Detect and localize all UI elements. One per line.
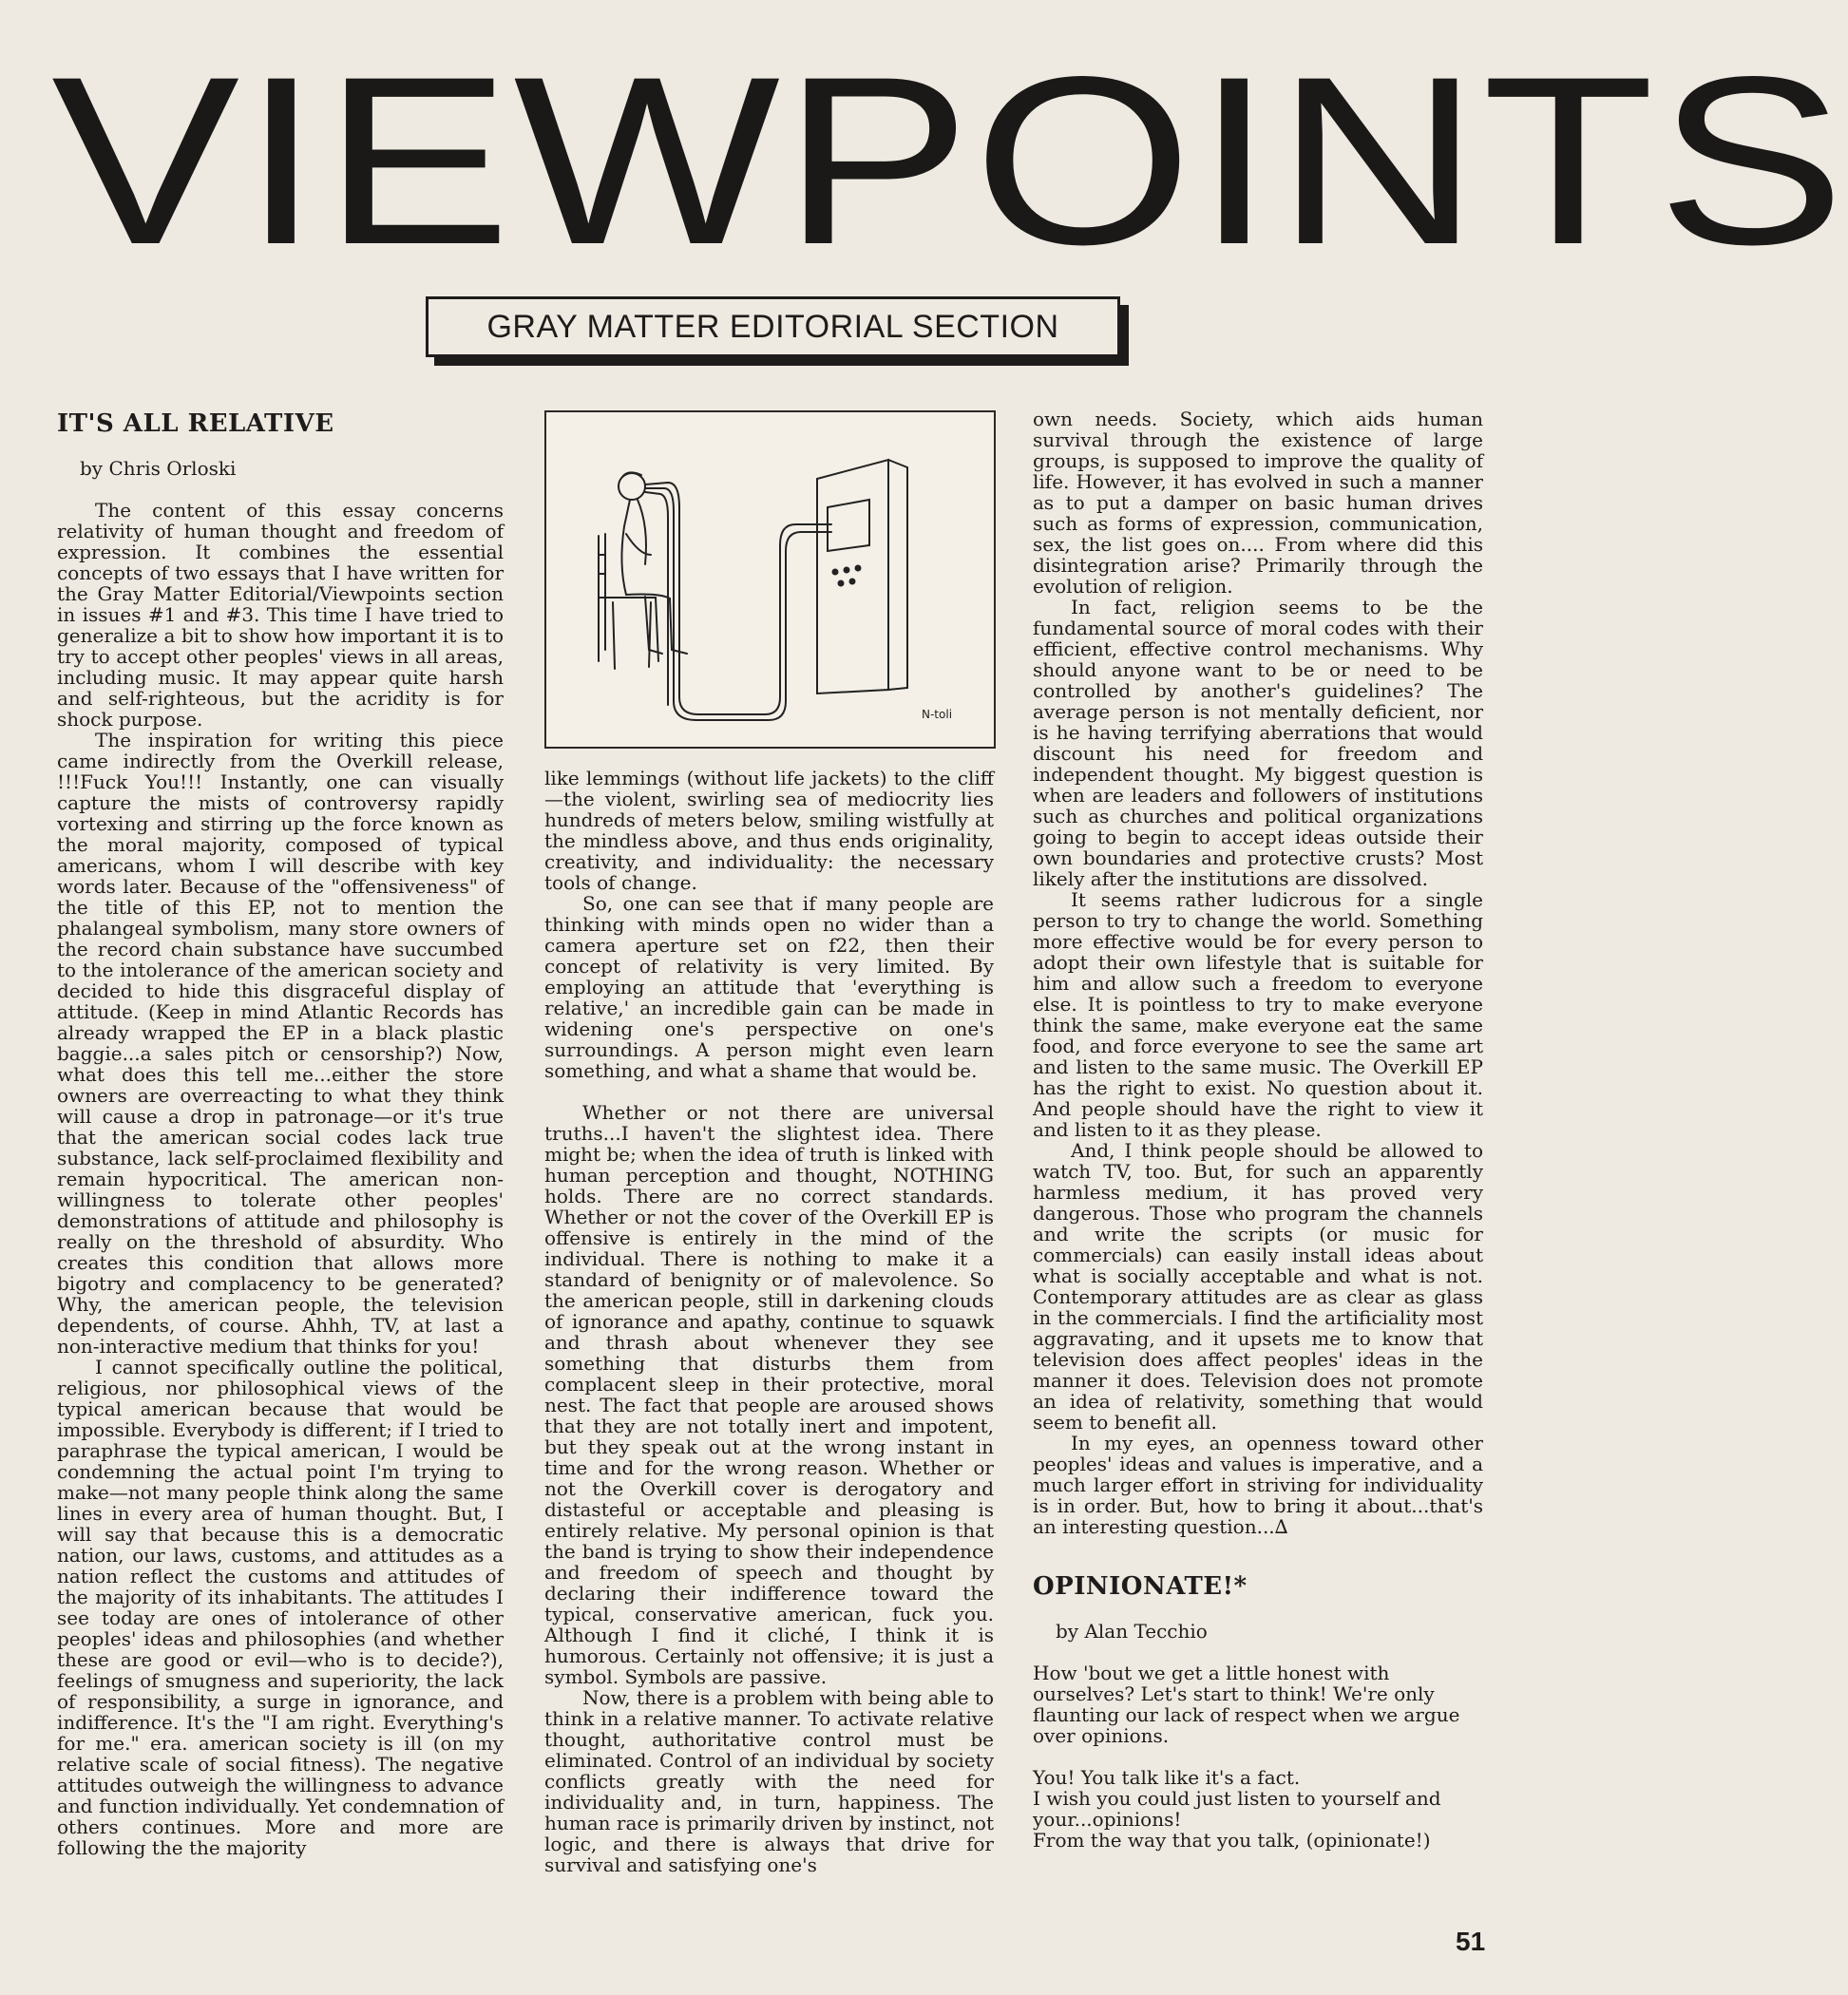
column-1 — [57, 408, 504, 1858]
paragraph: So, one can see that if many people are thinking with minds open no wider than a camera aperture set on f22, then their concept of relativity is very limited. By employing an attitude that 'everything is relative,' an incredible gain can be made in widening one's perspective on one's surroundings. A person might even learn something, and what a shame that would be. — [544, 892, 994, 1082]
masthead-title: VIEWPOINTS — [51, 28, 1848, 294]
article-title: IT'S ALL RELATIVE — [57, 409, 334, 438]
article-2-byline: by Alan Tecchio — [1056, 1620, 1208, 1643]
paragraph: Whether or not there are universal truths...I haven't the slightest idea. There might be; when the idea of truth is linked with human perception and thought, NOTHING holds. There are no correct standards. Whether or not the cover of the Overkill EP is offensive is entirely in the mind of the individual. There is nothing to make it a standard of benignity or of malevolence. So the american people, still in darkening clouds of ignorance and apathy, continue to squawk and thrash about whenever they see something that disturbs them from complacent sleep in their protective, moral nest. The fact that people are aroused shows that they are not totally inert and impotent, but they speak out at the wrong instant in time and for the wrong reason. Whether or not the Overkill cover is derogatory and distasteful or acceptable and pleasing is entirely relative. My personal opinion is that the band is trying to show their independence and freedom of speech and thought by declaring their indifference toward the typical, conservative american, fuck you. Although I find it cliché, I think it is humorous. Certainly not offensive; it is just a symbol. Symbols are passive. — [544, 1101, 994, 1688]
lyric-line: From the way that you talk, (opinionate!) — [1033, 1829, 1431, 1852]
article-2-body — [1033, 1662, 1483, 1851]
lyric-line: You! You talk like it's a fact. — [1033, 1766, 1301, 1789]
paragraph: Now, there is a problem with being able to think in a relative manner. To activate relative thought, authoritative control must be eliminated. Control of an individual by society conflicts greatly with the need for individuality and, in turn, happiness. The human race is primarily driven by instinct, not logic, and there is always that drive for survival and satisfying one's — [544, 1686, 994, 1876]
article-2-title: OPINIONATE!* — [1033, 1572, 1248, 1601]
page-number: 51 — [1456, 1927, 1486, 1956]
paragraph: In fact, religion seems to be the fundamental source of moral codes with their efficient, effective control mechanisms. Why should anyone want to be or need to be controlled by another's guidelines? The average person is not mentally deficient, nor is he having terrifying aberrations that would discount his need for freedom and independent thought. My biggest question is when are leaders and followers of institutions such as churches and political organizations going to begin to accept ideas outside their own boundaries and protective crusts? Most likely after the institutions are dissolved. — [1033, 596, 1483, 890]
section-label: GRAY MATTER EDITORIAL SECTION — [486, 308, 1059, 345]
tv-cartoon-drawing — [546, 412, 994, 747]
cartoon-signature: N-toli — [922, 708, 953, 721]
paragraph: And, I think people should be allowed to watch TV, too. But, for such an apparently harmless medium, it has proved very dangerous. Those who program the channels and write the scripts (or music for commercials) can easily install ideas about what is socially acceptable and what is not. Contemporary attitudes are as clear as glass in the commercials. I find the artificiality most aggravating, and it upsets me to know that television does affect peoples' ideas in the manner it does. Television does not promote an idea of relativity, something that would seem to benefit all. — [1033, 1139, 1483, 1434]
paragraph: It seems rather ludicrous for a single person to try to change the world. Something more effective would be for every person to adopt their own lifestyle that is suitable for him and allow such a freedom to everyone else. It is pointless to try to make everyone think the same, make everyone eat the same food, and force everyone to see the same art and listen to the same music. The Overkill EP has the right to exist. No question about it. And people should have the right to view it and listen to it as they please. — [1033, 888, 1483, 1141]
paragraph: own needs. Society, which aids human survival through the existence of large groups, is supposed to improve the quality of life. However, it has evolved in such a manner as to put a damper on basic human drives such as forms of expression, communication, sex, the list goes on.... From where did this disintegration arise? Primarily through the evolution of religion. — [1033, 408, 1483, 598]
paragraph: The content of this essay concerns relativity of human thought and freedom of expression. It combines the essential concepts of two essays that I have written for the Gray Matter Editorial/Viewpoints section in issues #1 and #3. This time I have tried to generalize a bit to show how important it is to try to accept other peoples' views in all areas, including music. It may appear quite harsh and self-righteous, but the acridity is for shock purpose. — [57, 499, 504, 731]
cartoon-illustration — [544, 410, 996, 749]
column-3 — [1033, 408, 1483, 1851]
paragraph: I cannot specifically outline the political, religious, nor philosophical views of the typical american because that would be impossible. Everybody is different; if I tried to paraphrase the typical american, I would be condemning the actual point I'm trying to make—not many people think along the same lines in every area of human thought. But, I will say that because this is a democratic nation, our laws, customs, and attitudes as a nation reflect the customs and attitudes of the majority of its inhabitants. The attitudes I see today are ones of intolerance of other peoples' ideas and philosophies (and whether these are good or evil—who is to decide?), feelings of smugness and superiority, the lack of responsibility, a surge in ignorance, and indifference. It's the "I am right. Everything's for me." era. american society is ill (on my relative scale of social fitness). The negative attitudes outweigh the willingness to advance and function individually. Yet condemnation of others continues. More and more are following the the majority — [57, 1356, 504, 1859]
lyric-line: I wish you could just listen to yourself and your...opinions! — [1033, 1787, 1441, 1831]
paragraph: The inspiration for writing this piece came indirectly from the Overkill release, !!!Fuck You!!! Instantly, one can visually capture the mists of controversy rapidly vortexing and stirring up the force known as the moral majority, composed of typical americans, whom I will describe with key words later. Because of the "offensiveness" of the title of this EP, not to mention the phalangeal symbolism, many store owners of the record chain substance have succumbed to the intolerance of the american society and decided to hide this disgraceful display of attitude. (Keep in mind Atlantic Records has already wrapped the EP in a black plastic baggie...a sales pitch or censorship?) Now, what does this tell me...either the store owners are overreacting to what they think will cause a drop in patronage—or it's true that the american social codes lack true substance, lack self-proclaimed flexibility and remain hypocritical. The american non-willingness to tolerate other peoples' demonstrations of attitude and philosophy is really on the threshold of absurdity. Who creates this condition that allows more bigotry and complacency to be generated? Why, the american people, the television dependents, of course. Ahhh, TV, at last a non-interactive medium that thinks for you! — [57, 729, 504, 1358]
column-2 — [544, 768, 994, 1875]
article-byline: by Chris Orloski — [80, 457, 237, 480]
paragraph: In my eyes, an openness toward other peoples' ideas and values is imperative, and a much larger effort in striving for individuality is in order. But, how to bring it about...that's an interesting question...∆ — [1033, 1432, 1483, 1538]
paragraph: How 'bout we get a little honest with ourselves? Let's start to think! We're only flaunting our lack of respect when we argue over opinions. — [1033, 1662, 1460, 1747]
paragraph: like lemmings (without life jackets) to the cliff—the violent, swirling sea of mediocrity lies hundreds of meters below, smiling wistfully at the mindless above, and thus ends originality, creativity, and individuality: the necessary tools of change. — [544, 767, 994, 894]
section-label-box — [426, 296, 1120, 357]
